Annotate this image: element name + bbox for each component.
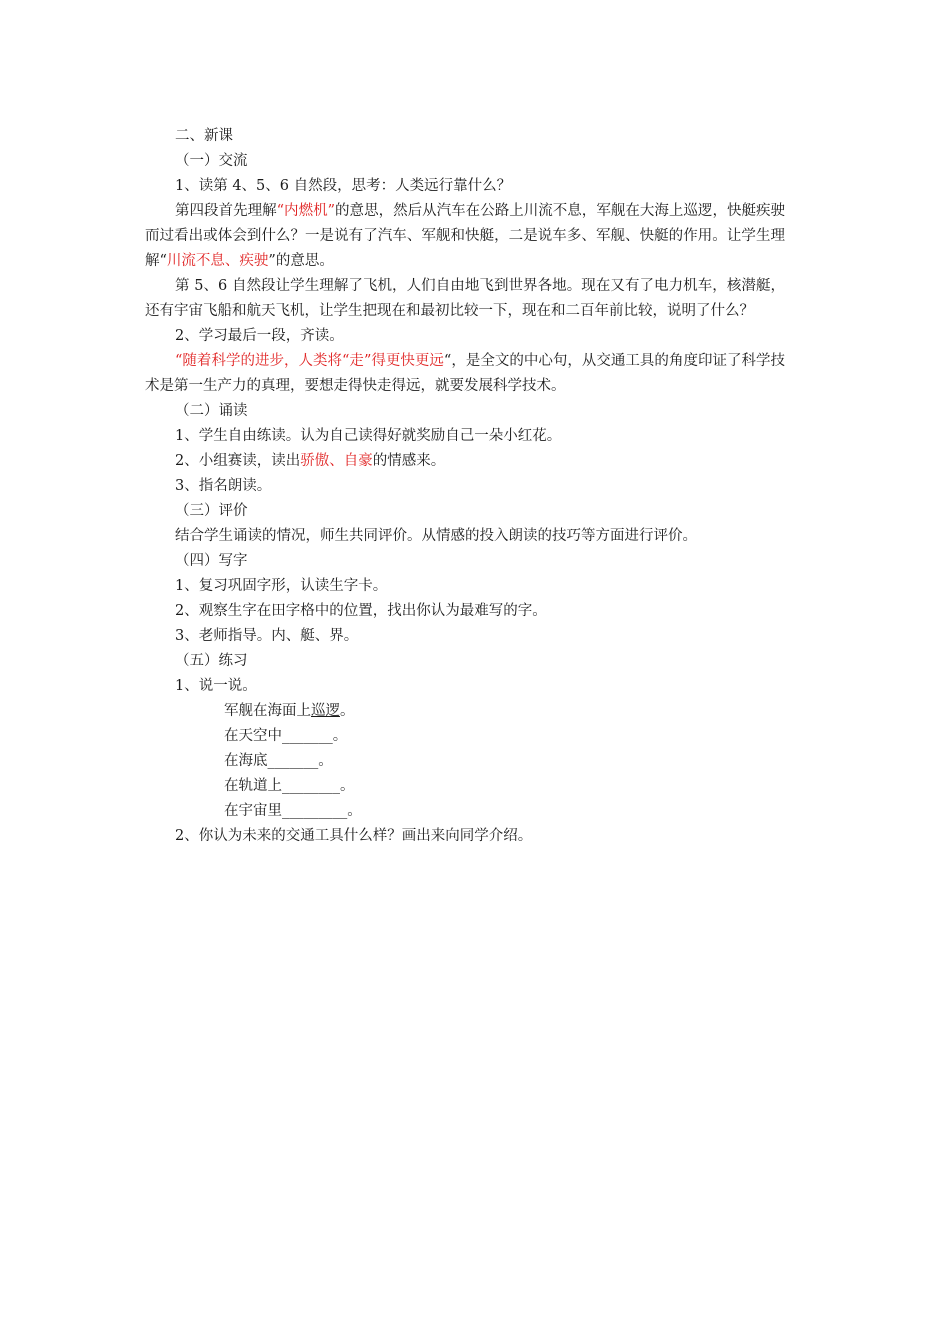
evaluate-text: 结合学生诵读的情况，师生共同评价。从情感的投入朗读的技巧等方面进行评价。 xyxy=(175,528,697,544)
question-1: 1、读第 4、5、6 自然段，思考：人类远行靠什么？ xyxy=(175,178,512,194)
subsection-evaluate: （三）评价 xyxy=(175,503,248,519)
subsection-exchange: （一）交流 xyxy=(175,153,248,169)
text-run: “，是全文的中心句，从交通工具的角度印证了科学技术是第一生产力的真理，要想走得快走得远，就要发展科学技术。 xyxy=(145,353,785,394)
highlight-neiranji: “内燃机” xyxy=(276,203,336,219)
text-run: 第四段首先理解 xyxy=(175,203,277,219)
document-body xyxy=(145,124,785,849)
question-2: 2、学习最后一段，齐读。 xyxy=(175,328,344,344)
recite-item-2 xyxy=(145,449,785,474)
subsection-practice: （五）练习 xyxy=(175,653,248,669)
text-run: 。 xyxy=(340,703,355,719)
highlight-pride: 骄傲、自豪 xyxy=(300,453,373,469)
text-run: 的意思，然后从汽车在公路上川流不息，军舰在大海上巡逻，快艇疾驶而过看出或体会到什么？一是说有了汽车、军舰和快艇，二是说车多、军舰、快艇的作用。让学生理解“ xyxy=(145,203,786,269)
recite-item-1: 1、学生自由练读。认为自己读得好就奖励自己一朵小红花。 xyxy=(175,428,562,444)
practice-item-1: 1、说一说。 xyxy=(175,678,257,694)
paragraph-fifth-sixth-section: 第 5、6 自然段让学生理解了飞机，人们自由地飞到世界各地。现在又有了电力机车，核潜艇，还有宇宙飞船和航天飞机，让学生把现在和最初比较一下，现在和二百年前比较，说明了什么？ xyxy=(145,278,785,319)
sentence-blank-sky: 在天空中_______。 xyxy=(224,728,348,744)
sentence-blank-seabed: 在海底_______。 xyxy=(224,753,333,769)
subsection-writing: （四）写字 xyxy=(175,553,248,569)
highlight-chuanliu: 川流不息、疾驶 xyxy=(166,253,269,269)
section-title: 二、新课 xyxy=(175,128,233,144)
writing-item-3: 3、老师指导。内、艇、界。 xyxy=(175,628,359,644)
quote-mark: “ xyxy=(175,353,183,369)
paragraph-central-sentence xyxy=(145,349,785,399)
text-run: 2、小组赛读，读出 xyxy=(175,453,301,469)
text-run: ”的意思。 xyxy=(268,253,334,269)
recite-item-3: 3、指名朗读。 xyxy=(175,478,272,494)
highlight-central-sentence: 随着科学的进步，人类将“走”得更快更远 xyxy=(182,353,444,369)
text-run: 的情感来。 xyxy=(372,453,446,469)
sentence-blank-space: 在宇宙里_________。 xyxy=(224,803,362,819)
writing-item-1: 1、复习巩固字形，认读生字卡。 xyxy=(175,578,388,594)
practice-item-2: 2、你认为未来的交通工具什么样？画出来向同学介绍。 xyxy=(175,828,533,844)
underlined-word: 巡逻 xyxy=(311,703,340,719)
writing-item-2: 2、观察生字在田字格中的位置，找出你认为最难写的字。 xyxy=(175,603,547,619)
paragraph-fourth-section xyxy=(145,199,785,274)
sentence-example xyxy=(145,699,785,724)
sentence-blank-track: 在轨道上________。 xyxy=(224,778,355,794)
text-run: 军舰在海面上 xyxy=(224,703,311,719)
subsection-recite: （二）诵读 xyxy=(175,403,248,419)
